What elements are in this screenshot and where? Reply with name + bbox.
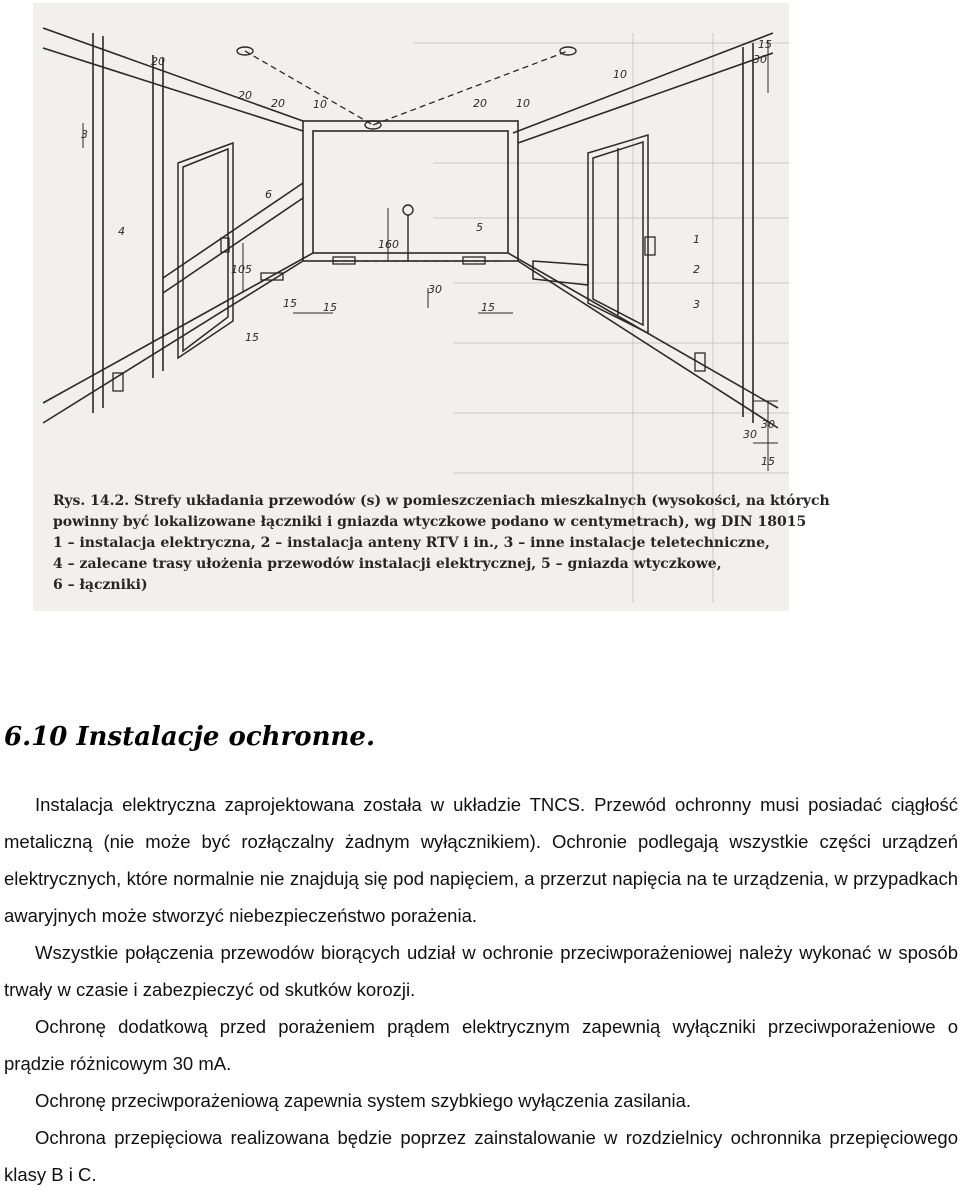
dim-label: 15 — [323, 301, 337, 314]
callout-2-label: 2 — [693, 263, 700, 276]
caption-line: 6 – łączniki) — [53, 577, 148, 593]
installation-zones-figure — [33, 3, 830, 611]
dim-label: 20 — [238, 89, 252, 102]
section-heading: 6.10 Instalacje ochronne. — [4, 722, 376, 752]
dim-label: 20 — [473, 97, 487, 110]
dim-label: 15 — [283, 297, 297, 310]
caption-line: powinny być lokalizowane łączniki i gniazda wtyczkowe podano w centymetrach), wg DIN 18015 — [53, 514, 807, 530]
caption-line: Rys. 14.2. Strefy układania przewodów (s) w pomieszczeniach mieszkalnych (wysokości, na których — [53, 493, 830, 509]
paragraph-surge: Ochrona przepięciowa realizowana będzie poprzez zainstalowanie w rozdzielnicy ochronnika przepięciowego klasy B i C. — [4, 1127, 958, 1185]
wire-routes — [245, 51, 568, 261]
dim-label: 3 — [81, 128, 88, 141]
paragraph-disconnection: Ochronę przeciwporażeniową zapewnia system szybkiego wyłączenia zasilania. — [35, 1090, 692, 1111]
dim-label: 15 — [758, 38, 772, 51]
dim-label: 30 — [761, 418, 775, 431]
figure-caption — [53, 491, 830, 596]
dim-label: 30 — [753, 53, 767, 66]
window — [533, 135, 648, 333]
dimension-lines — [83, 41, 778, 471]
callout-4-label: 4 — [118, 225, 125, 238]
callout-6-label: 6 — [265, 188, 272, 201]
dim-label: 15 — [481, 301, 495, 314]
callout-5-label: 5 — [476, 221, 483, 234]
dim-label: 10 — [313, 98, 327, 111]
caption-line: 4 – zalecane trasy ułożenia przewodów instalacji elektrycznej, 5 – gniazda wtyczkowe, — [53, 556, 722, 572]
callout-1-label: 1 — [693, 233, 700, 246]
caption-line: 1 – instalacja elektryczna, 2 – instalacja anteny RTV i in., 3 – inne instalacje teletechniczne, — [53, 535, 770, 551]
dim-label: 20 — [151, 55, 165, 68]
dim-label: 10 — [613, 68, 627, 81]
dim-label: 30 — [743, 428, 757, 441]
ceiling-lamps — [237, 47, 576, 261]
callout-3-label: 3 — [693, 298, 700, 311]
paragraph-tncs: Instalacja elektryczna zaprojektowana została w układzie TNCS. Przewód ochronny musi posiadać ciągłość metaliczną (nie może być rozłączalny żadnym wyłącznikiem). Ochronie podlegają wszystkie części urządzeń elektrycznych, które normalnie nie znajdują się pod napięciem, a przerzut napięcia na te urządzenia, w przypadkach awaryjnych może stworzyć niebezpieczeństwo porażenia. — [4, 794, 958, 926]
section-body — [4, 786, 958, 1193]
dim-label: 10 — [516, 97, 530, 110]
dim-label: 105 — [231, 263, 252, 276]
dim-label: 15 — [245, 331, 259, 344]
dim-label: 30 — [428, 283, 442, 296]
dim-label: 20 — [271, 97, 285, 110]
dim-label: 15 — [761, 455, 775, 468]
room-outline — [43, 28, 778, 428]
paragraph-rcd: Ochronę dodatkową przed porażeniem prądem elektrycznym zapewnią wyłączniki przeciwporażeniowe o prądzie różnicowym 30 mA. — [4, 1016, 958, 1074]
paragraph-connections: Wszystkie połączenia przewodów biorących udział w ochronie przeciwporażeniowej należy wykonać w sposób trwały w czasie i zabezpieczyć od skutków korozji. — [4, 942, 958, 1000]
dim-label: 160 — [378, 238, 399, 251]
